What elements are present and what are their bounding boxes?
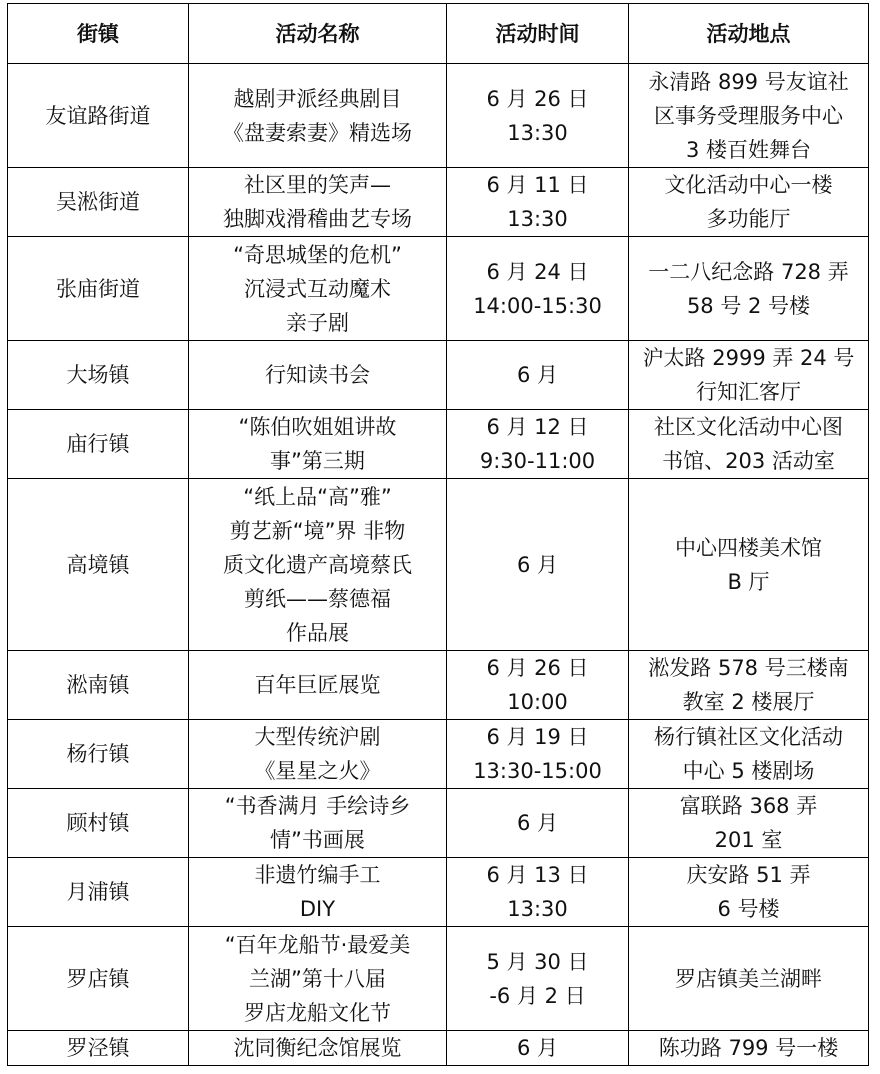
activity-place-cell xyxy=(629,651,869,720)
activity-name-cell-line: 行知读书会 xyxy=(265,363,370,387)
activity-time-cell-line: 6 月 xyxy=(516,363,559,387)
activity-name-cell-line: “书香满月 手绘诗乡 xyxy=(224,794,411,818)
activity-name-cell xyxy=(189,341,447,410)
table-row xyxy=(8,858,869,927)
town-cell: 张庙街道 xyxy=(8,237,189,341)
activity-time-cell-line: 10:00 xyxy=(507,690,568,714)
activity-name-cell xyxy=(189,479,447,651)
activity-time-cell-line: 14:00-15:30 xyxy=(473,293,602,318)
activity-place-cell-line: 淞发路 578 号三楼南 xyxy=(648,656,849,680)
activity-name-cell-line: 罗店龙船文化节 xyxy=(244,1000,391,1025)
activity-name-cell-line: 剪纸——蔡德福 xyxy=(244,586,391,611)
table-row xyxy=(8,168,869,237)
activity-time-cell xyxy=(447,720,629,789)
activity-place-cell-line: 区事务受理服务中心 xyxy=(654,103,843,128)
activity-name-cell xyxy=(189,651,447,720)
activity-time-cell-line: 13:30 xyxy=(507,207,568,231)
activity-time-cell xyxy=(447,651,629,720)
town-cell: 顾村镇 xyxy=(8,789,189,858)
activity-place-cell-line: 3 楼百姓舞台 xyxy=(685,137,812,162)
table-row xyxy=(8,479,869,651)
table-row xyxy=(8,341,869,410)
activity-place-cell-line: 文化活动中心一楼 xyxy=(664,173,833,197)
activity-place-cell-line: 书馆、203 活动室 xyxy=(662,449,835,473)
activity-place-cell xyxy=(629,410,869,479)
town-cell: 庙行镇 xyxy=(8,410,189,479)
activity-time-cell-line: 13:30-15:00 xyxy=(473,759,602,783)
activity-name-cell xyxy=(189,237,447,341)
activity-time-cell xyxy=(447,1031,629,1066)
activity-time-cell xyxy=(447,341,629,410)
town-cell: 高境镇 xyxy=(8,479,189,651)
activity-place-cell-line: 社区文化活动中心图 xyxy=(654,415,843,439)
activity-place-cell-line: 杨行镇社区文化活动 xyxy=(654,725,843,749)
activity-time-cell-line: 13:30 xyxy=(507,897,568,921)
town-cell: 罗泾镇 xyxy=(8,1031,189,1066)
activity-place-cell-line: 58 号 2 号楼 xyxy=(686,293,811,318)
activity-place-cell xyxy=(629,1031,869,1066)
activity-name-cell xyxy=(189,789,447,858)
activity-place-cell xyxy=(629,927,869,1031)
activity-place-cell-line: 罗店镇美兰湖畔 xyxy=(675,966,822,991)
activity-name-cell-line: 越剧尹派经典剧目 xyxy=(233,86,402,111)
activity-place-cell xyxy=(629,168,869,237)
activity-place-cell-line: 中心四楼美术馆 xyxy=(675,535,822,560)
table-row xyxy=(8,1031,869,1066)
activity-place-cell-line: B 厅 xyxy=(727,569,770,594)
activity-time-cell-line: 6 月 26 日 xyxy=(486,86,589,111)
table-row xyxy=(8,927,869,1031)
activity-name-cell xyxy=(189,858,447,927)
activity-time-cell-line: 6 月 xyxy=(516,552,559,577)
activity-time-cell-line: 6 月 xyxy=(516,1036,559,1060)
town-cell: 杨行镇 xyxy=(8,720,189,789)
header-row xyxy=(8,4,869,64)
activity-time-cell xyxy=(447,64,629,168)
activity-place-cell-line: 庆安路 51 弄 xyxy=(686,863,811,887)
town-cell: 淞南镇 xyxy=(8,651,189,720)
activity-name-cell-line: 亲子剧 xyxy=(286,310,349,335)
activity-name-cell-line: 事”第三期 xyxy=(270,449,365,473)
table-row xyxy=(8,720,869,789)
town-cell: 友谊路街道 xyxy=(8,64,189,168)
activity-name-cell-line: 百年巨匠展览 xyxy=(254,673,381,697)
activity-time-cell-line: 5 月 30 日 xyxy=(486,949,589,974)
activity-time-cell-line: 6 月 26 日 xyxy=(486,656,589,680)
activity-time-cell xyxy=(447,168,629,237)
table-row xyxy=(8,64,869,168)
activity-name-cell-line: 剪艺新“境”界 非物 xyxy=(229,518,406,543)
activity-place-cell-line: 教室 2 楼展厅 xyxy=(682,690,815,714)
activity-time-cell-line: 6 月 12 日 xyxy=(486,415,589,439)
activity-name-cell-line: 沉浸式互动魔术 xyxy=(244,276,391,301)
activity-time-cell-line: -6 月 2 日 xyxy=(489,983,586,1008)
activity-name-cell-line: 沈同衡纪念馆展览 xyxy=(233,1036,402,1060)
activity-place-cell xyxy=(629,237,869,341)
activity-place-cell-line: 沪太路 2999 弄 24 号 xyxy=(642,346,855,370)
header-activity-time: 活动时间 xyxy=(447,4,629,64)
activity-place-cell xyxy=(629,789,869,858)
activity-name-cell xyxy=(189,64,447,168)
activity-name-cell-line: 质文化遗产高境蔡氏 xyxy=(223,552,412,577)
activity-name-cell xyxy=(189,410,447,479)
activity-name-cell-line: DIY xyxy=(299,897,336,921)
header-town: 街镇 xyxy=(8,4,189,64)
activity-name-cell xyxy=(189,720,447,789)
activity-time-cell-line: 6 月 24 日 xyxy=(486,259,589,284)
header-activity-name: 活动名称 xyxy=(189,4,447,64)
town-cell: 罗店镇 xyxy=(8,927,189,1031)
activity-place-cell-line: 多功能厅 xyxy=(706,207,791,231)
activity-name-cell-line: 独脚戏滑稽曲艺专场 xyxy=(223,207,412,231)
activity-name-cell-line: “奇思城堡的危机” xyxy=(233,242,402,267)
town-cell: 吴淞街道 xyxy=(8,168,189,237)
activity-table xyxy=(7,3,869,1066)
activity-place-cell xyxy=(629,858,869,927)
activity-time-cell xyxy=(447,789,629,858)
activity-place-cell xyxy=(629,720,869,789)
activity-name-cell-line: 社区里的笑声— xyxy=(244,173,391,197)
activity-place-cell-line: 中心 5 楼剧场 xyxy=(682,759,815,783)
activity-time-cell-line: 6 月 13 日 xyxy=(486,863,589,887)
table-body xyxy=(8,64,869,1066)
table-row xyxy=(8,237,869,341)
activity-name-cell-line: 《盘妻索妻》精选场 xyxy=(223,120,412,145)
activity-name-cell-line: “百年龙船节·最爱美 xyxy=(224,932,411,957)
table-row xyxy=(8,651,869,720)
activity-name-cell-line: 大型传统沪剧 xyxy=(254,725,381,749)
town-cell: 月浦镇 xyxy=(8,858,189,927)
activity-time-cell xyxy=(447,410,629,479)
activity-place-cell-line: 永清路 899 号友谊社 xyxy=(648,69,849,94)
activity-name-cell-line: 《星星之火》 xyxy=(254,759,381,783)
activity-place-cell xyxy=(629,341,869,410)
activity-name-cell-line: 非遗竹编手工 xyxy=(254,863,381,887)
activity-time-cell xyxy=(447,237,629,341)
activity-place-cell-line: 陈功路 799 号一楼 xyxy=(658,1036,839,1060)
activity-name-cell xyxy=(189,168,447,237)
table-row xyxy=(8,410,869,479)
activity-place-cell-line: 富联路 368 弄 xyxy=(679,794,818,818)
activity-name-cell-line: 作品展 xyxy=(286,620,349,645)
activity-time-cell-line: 9:30-11:00 xyxy=(479,449,596,473)
activity-place-cell-line: 行知汇客厅 xyxy=(696,380,801,404)
activity-place-cell-line: 一二八纪念路 728 弄 xyxy=(648,259,849,284)
activity-time-cell xyxy=(447,858,629,927)
activity-time-cell-line: 6 月 11 日 xyxy=(486,173,589,197)
activity-name-cell xyxy=(189,927,447,1031)
activity-time-cell-line: 6 月 xyxy=(516,811,559,835)
activity-place-cell-line: 6 号楼 xyxy=(717,897,780,921)
activity-time-cell xyxy=(447,479,629,651)
town-cell: 大场镇 xyxy=(8,341,189,410)
header-activity-place: 活动地点 xyxy=(629,4,869,64)
activity-name-cell-line: 兰湖”第十八届 xyxy=(249,966,386,991)
activity-time-cell-line: 6 月 19 日 xyxy=(486,725,589,749)
activity-name-cell-line: “纸上品“高”雅” xyxy=(243,484,392,509)
activity-time-cell-line: 13:30 xyxy=(507,120,568,145)
activity-place-cell-line: 201 室 xyxy=(714,828,783,852)
activity-name-cell-line: “陈伯吹姐姐讲故 xyxy=(238,415,397,439)
activity-place-cell xyxy=(629,479,869,651)
activity-time-cell xyxy=(447,927,629,1031)
activity-name-cell-line: 情”书画展 xyxy=(270,828,365,852)
activity-name-cell xyxy=(189,1031,447,1066)
table-row xyxy=(8,789,869,858)
activity-place-cell xyxy=(629,64,869,168)
